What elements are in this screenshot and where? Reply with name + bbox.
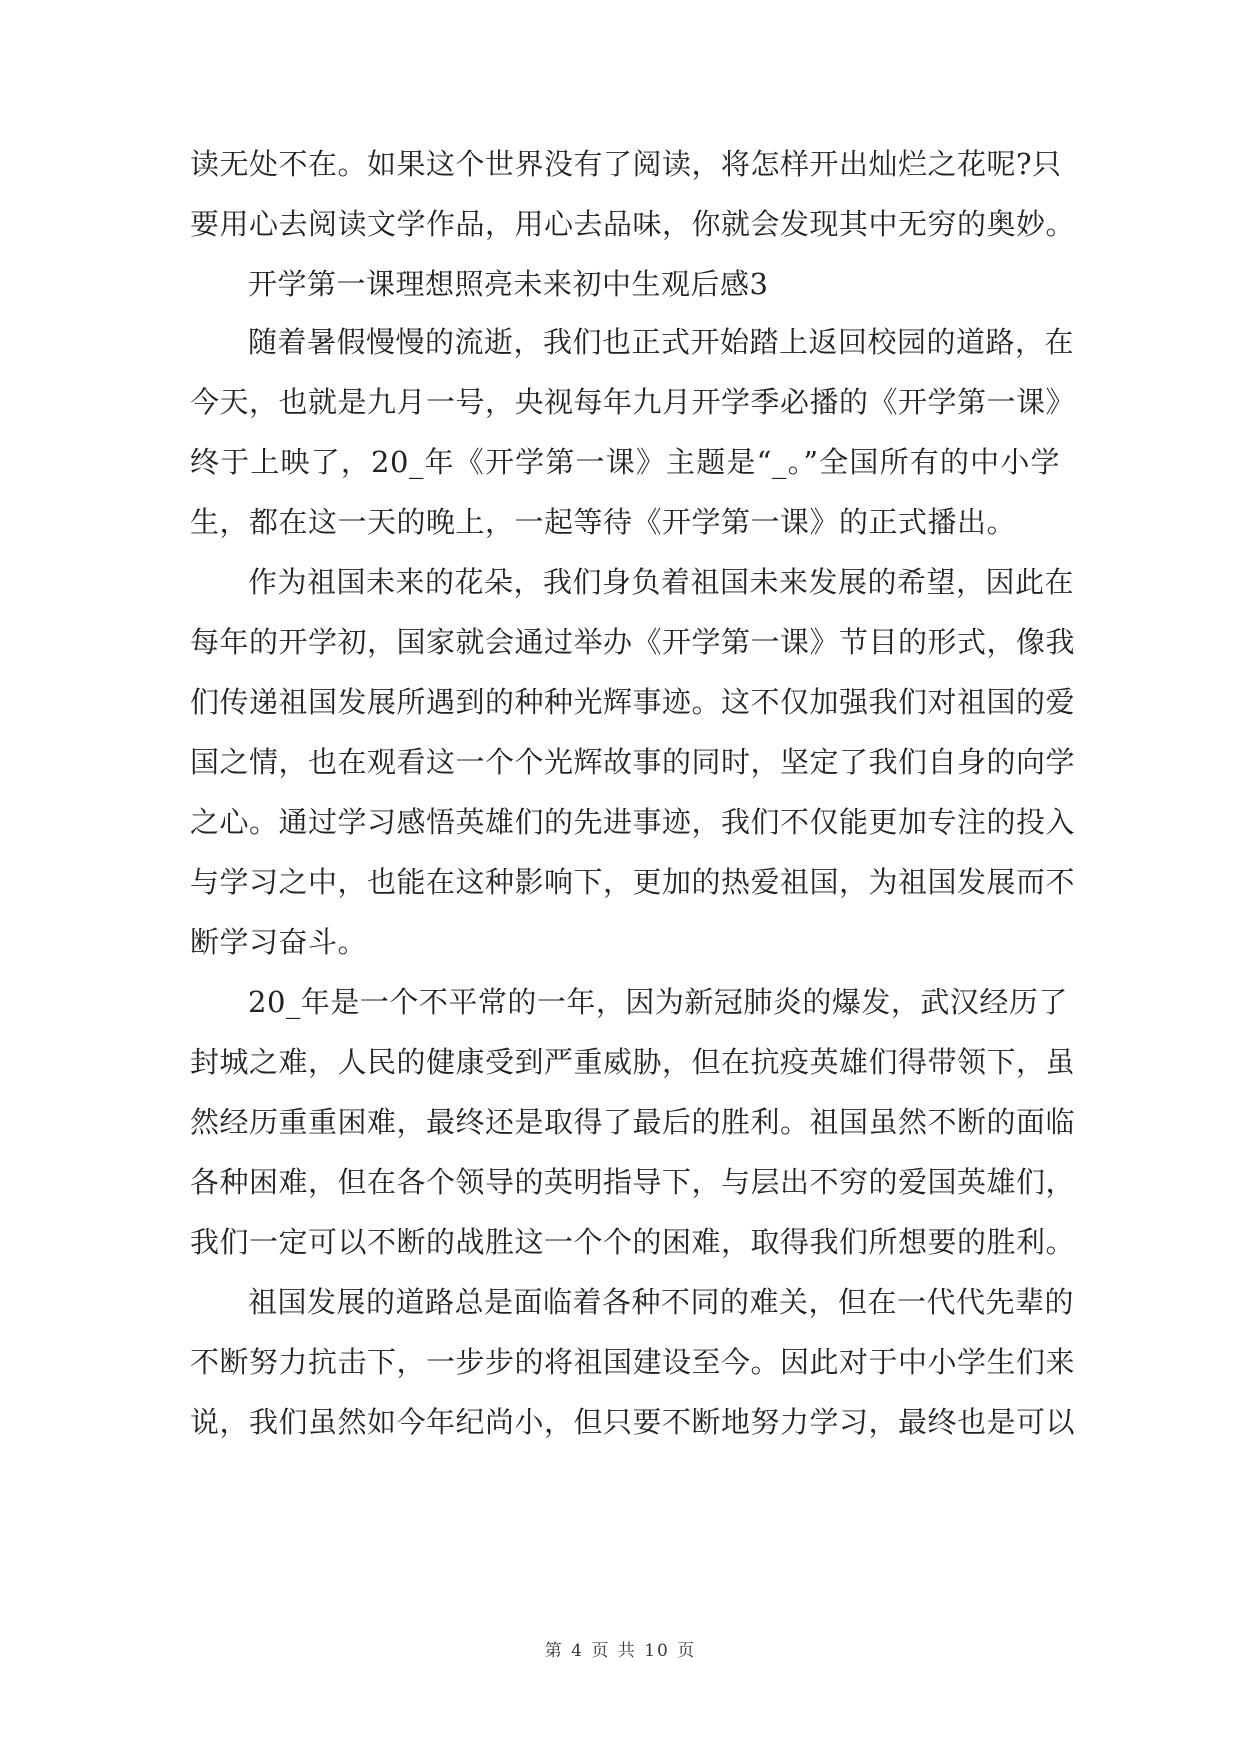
text-line: 不断努力抗击下，一步步的将祖国建设至今。因此对于中小学生们来	[190, 1345, 1076, 1379]
text-line: 终于上映了，20_年《开学第一课》主题是“_。”全国所有的中小学	[190, 445, 1060, 479]
text-line: 与学习之中，也能在这种影响下，更加的热爱祖国，为祖国发展而不	[190, 865, 1076, 899]
text-line: 随着暑假慢慢的流逝，我们也正式开始踏上返回校园的道路，在	[248, 325, 1075, 359]
text-line: 各种困难，但在各个领导的英明指导下，与层出不穷的爱国英雄们，	[190, 1165, 1076, 1199]
text-line: 生，都在这一天的晚上，一起等待《开学第一课》的正式播出。	[190, 505, 1017, 539]
text-line: 断学习奋斗。	[190, 925, 368, 959]
text-line: 然经历重重困难，最终还是取得了最后的胜利。祖国虽然不断的面临	[190, 1105, 1076, 1139]
text-line: 要用心去阅读文学作品，用心去品味，你就会发现其中无穷的奥妙。	[190, 207, 1076, 241]
text-line: 读无处不在。如果这个世界没有了阅读，将怎样开出灿烂之花呢?只	[190, 147, 1062, 181]
text-line: 每年的开学初，国家就会通过举办《开学第一课》节目的形式，像我	[190, 625, 1076, 659]
text-line: 祖国发展的道路总是面临着各种不同的难关，但在一代代先辈的	[248, 1285, 1075, 1319]
text-line: 之心。通过学习感悟英雄们的先进事迹，我们不仅能更加专注的投入	[190, 805, 1076, 839]
section-heading: 开学第一课理想照亮未来初中生观后感3	[248, 267, 769, 301]
text-line: 今天，也就是九月一号，央视每年九月开学季必播的《开学第一课》	[190, 385, 1076, 419]
text-line: 封城之难，人民的健康受到严重威胁，但在抗疫英雄们得带领下，虽	[190, 1045, 1076, 1079]
text-line: 说，我们虽然如今年纪尚小，但只要不断地努力学习，最终也是可以	[190, 1405, 1076, 1439]
text-line: 国之情，也在观看这一个个光辉故事的同时，坚定了我们自身的向学	[190, 745, 1076, 779]
text-line: 作为祖国未来的花朵，我们身负着祖国未来发展的希望，因此在	[248, 565, 1075, 599]
text-line: 们传递祖国发展所遇到的种种光辉事迹。这不仅加强我们对祖国的爱	[190, 685, 1076, 719]
page-footer: 第 4 页 共 10 页	[544, 1641, 697, 1661]
text-line: 20_年是一个不平常的一年，因为新冠肺炎的爆发，武汉经历了	[248, 985, 1068, 1019]
text-line: 我们一定可以不断的战胜这一个个的困难，取得我们所想要的胜利。	[190, 1225, 1076, 1259]
